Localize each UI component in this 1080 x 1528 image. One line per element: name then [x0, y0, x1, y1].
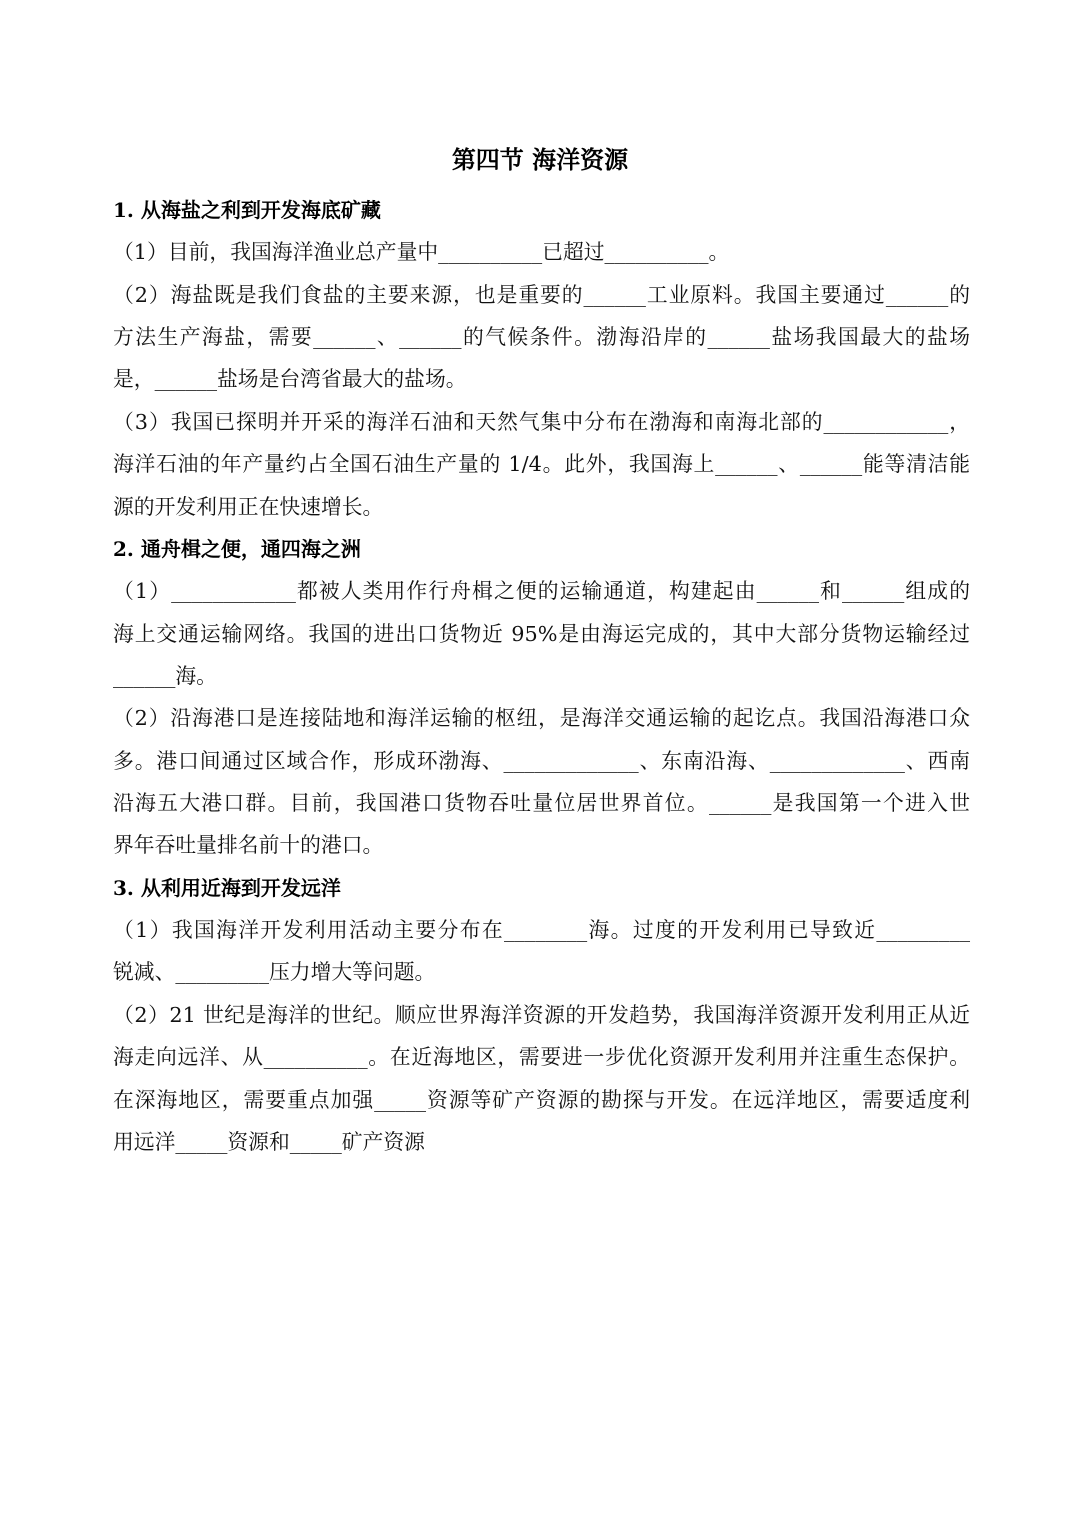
paragraph-line: 在深海地区，需要重点加强_____资源等矿产资源的勘探与开发。在远洋地区，需要适度利 [113, 1087, 970, 1112]
paragraph-line: 海走向远洋、从__________。在近海地区，需要进一步优化资源开发利用并注重生态保护。 [113, 1045, 970, 1070]
question-item [113, 697, 970, 866]
question-item [113, 274, 970, 401]
paragraph-line: 方法生产海盐，需要______、______的气候条件。渤海沿岸的______盐场我国最大的盐场 [113, 325, 970, 350]
paragraph-line: 海上交通运输网络。我国的进出口货物近 95%是由海运完成的，其中大部分货物运输经过 [113, 621, 970, 646]
question-item [113, 994, 970, 1163]
section-heading: 1. 从海盐之利到开发海底矿藏 [113, 198, 381, 222]
paragraph-line: （1）我国海洋开发利用活动主要分布在________海。过度的开发利用已导致近_________ [113, 918, 970, 943]
section-1 [113, 189, 970, 528]
paragraph-line: 是，______盐场是台湾省最大的盐场。 [113, 367, 467, 392]
question-item [113, 909, 970, 994]
paragraph-line: 界年吞吐量排名前十的港口。 [113, 833, 384, 858]
section-2 [113, 528, 970, 867]
paragraph-line: 海洋石油的年产量约占全国石油生产量的 1/4。此外，我国海上______、______能等清洁能 [113, 452, 970, 477]
section-heading: 2. 通舟楫之便，通四海之洲 [113, 536, 361, 561]
paragraph-line: 沿海五大港口群。目前，我国港口货物吞吐量位居世界首位。______是我国第一个进入世 [113, 791, 970, 816]
paragraph-line: 锐减、_________压力增大等问题。 [113, 960, 436, 985]
question-item [113, 231, 970, 273]
paragraph-line: （2）21 世纪是海洋的世纪。顺应世界海洋资源的开发趋势，我国海洋资源开发利用正从近 [113, 1002, 970, 1027]
section-heading: 3. 从利用近海到开发远洋 [113, 875, 341, 900]
paragraph-line: （1）____________都被人类用作行舟楫之便的运输通道，构建起由______和______组成的 [113, 579, 970, 604]
question-item [113, 570, 970, 697]
paragraph-line: 多。港口间通过区域合作，形成环渤海、_____________、东南沿海、_____________、西南 [113, 748, 970, 773]
worksheet-content [113, 189, 970, 1163]
paragraph-line: ______海。 [113, 663, 217, 688]
section-3 [113, 867, 970, 1164]
page-title: 第四节 海洋资源 [451, 146, 629, 174]
paragraph-line: 源的开发利用正在快速增长。 [113, 494, 384, 519]
paragraph-line: （2）海盐既是我们食盐的主要来源，也是重要的______工业原料。我国主要通过______的 [113, 282, 970, 307]
paragraph-line: （1）目前，我国海洋渔业总产量中__________已超过__________。 [113, 240, 730, 265]
paragraph-line: （3）我国已探明并开采的海洋石油和天然气集中分布在渤海和南海北部的____________， [113, 409, 970, 434]
question-item [113, 401, 970, 528]
paragraph-line: （2）沿海港口是连接陆地和海洋运输的枢纽，是海洋交通运输的起讫点。我国沿海港口众 [113, 706, 970, 731]
paragraph-line: 用远洋_____资源和_____矿产资源 [113, 1129, 425, 1154]
